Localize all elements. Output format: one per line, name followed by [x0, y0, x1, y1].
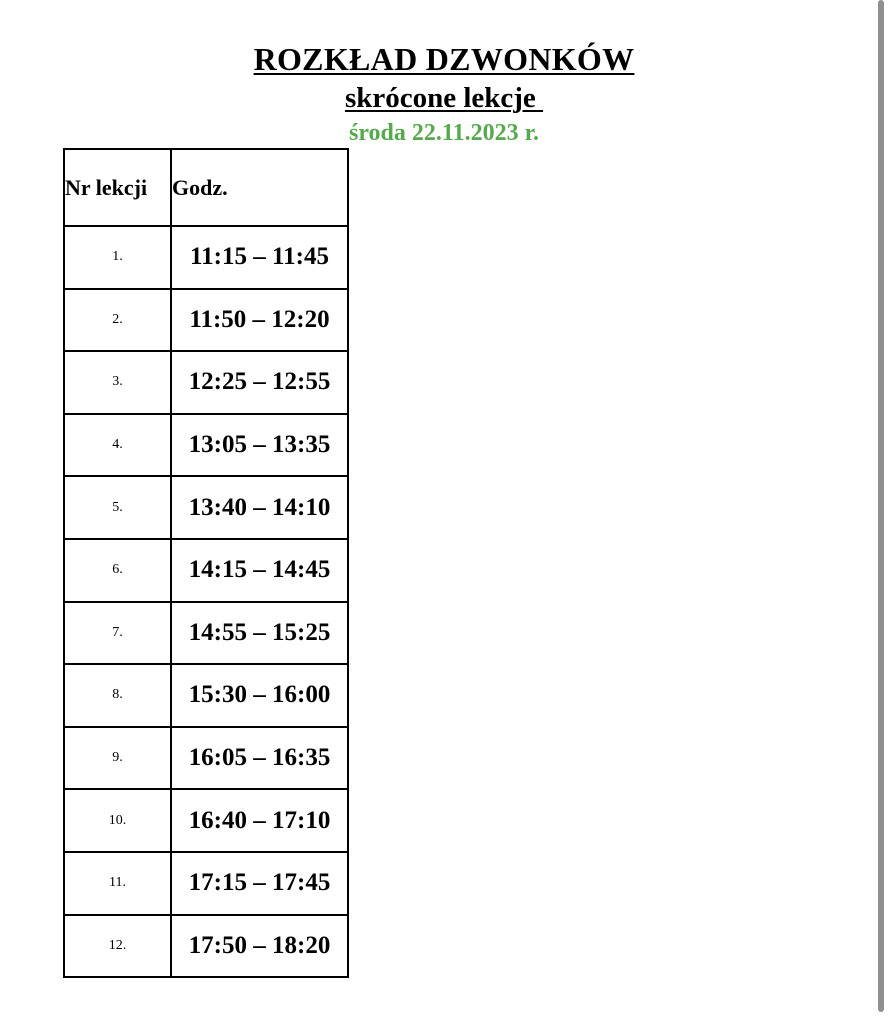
- table-row: [64, 727, 348, 790]
- vertical-scrollbar[interactable]: [876, 0, 888, 1024]
- table-row: [64, 351, 348, 414]
- lesson-number-cell: 10.: [64, 789, 171, 852]
- table-row: [64, 602, 348, 665]
- lesson-time-cell: 11:15 – 11:45: [171, 226, 348, 289]
- lesson-number-cell: 1.: [64, 226, 171, 289]
- lesson-number-cell: 2.: [64, 289, 171, 352]
- table-row: [64, 852, 348, 915]
- lesson-number-cell: 12.: [64, 915, 171, 978]
- lesson-number-cell: 6.: [64, 539, 171, 602]
- bell-schedule-table: [63, 148, 349, 978]
- table-row: [64, 664, 348, 727]
- table-row: [64, 226, 348, 289]
- lesson-time-cell: 14:15 – 14:45: [171, 539, 348, 602]
- lesson-time-cell: 17:50 – 18:20: [171, 915, 348, 978]
- lesson-time-cell: 16:40 – 17:10: [171, 789, 348, 852]
- lesson-time-cell: 13:40 – 14:10: [171, 476, 348, 539]
- lesson-number-cell: 7.: [64, 602, 171, 665]
- table-row: [64, 789, 348, 852]
- lesson-number-cell: 11.: [64, 852, 171, 915]
- document-title: [0, 40, 888, 78]
- column-header-lesson-number: Nr lekcji: [64, 149, 171, 226]
- lesson-number-cell: 5.: [64, 476, 171, 539]
- lesson-number-cell: 8.: [64, 664, 171, 727]
- document-subtitle-text: skrócone lekcje: [344, 82, 544, 114]
- lesson-time-cell: 11:50 – 12:20: [171, 289, 348, 352]
- lesson-time-cell: 17:15 – 17:45: [171, 852, 348, 915]
- column-header-hours: Godz.: [171, 149, 348, 226]
- table-row: [64, 414, 348, 477]
- lesson-number-cell: 3.: [64, 351, 171, 414]
- scrollbar-thumb[interactable]: [878, 0, 884, 1012]
- lesson-time-cell: 12:25 – 12:55: [171, 351, 348, 414]
- lesson-time-cell: 16:05 – 16:35: [171, 727, 348, 790]
- lesson-time-cell: 13:05 – 13:35: [171, 414, 348, 477]
- table-row: [64, 289, 348, 352]
- document-date: środa 22.11.2023 r.: [348, 120, 540, 146]
- table-header-row: [64, 149, 348, 226]
- document-subtitle: [0, 81, 888, 115]
- document-title-text: ROZKŁAD DZWONKÓW: [253, 41, 635, 77]
- table-row: [64, 539, 348, 602]
- lesson-time-cell: 15:30 – 16:00: [171, 664, 348, 727]
- lesson-number-cell: 9.: [64, 727, 171, 790]
- lesson-number-cell: 4.: [64, 414, 171, 477]
- table-row: [64, 915, 348, 978]
- table-row: [64, 476, 348, 539]
- lesson-time-cell: 14:55 – 15:25: [171, 602, 348, 665]
